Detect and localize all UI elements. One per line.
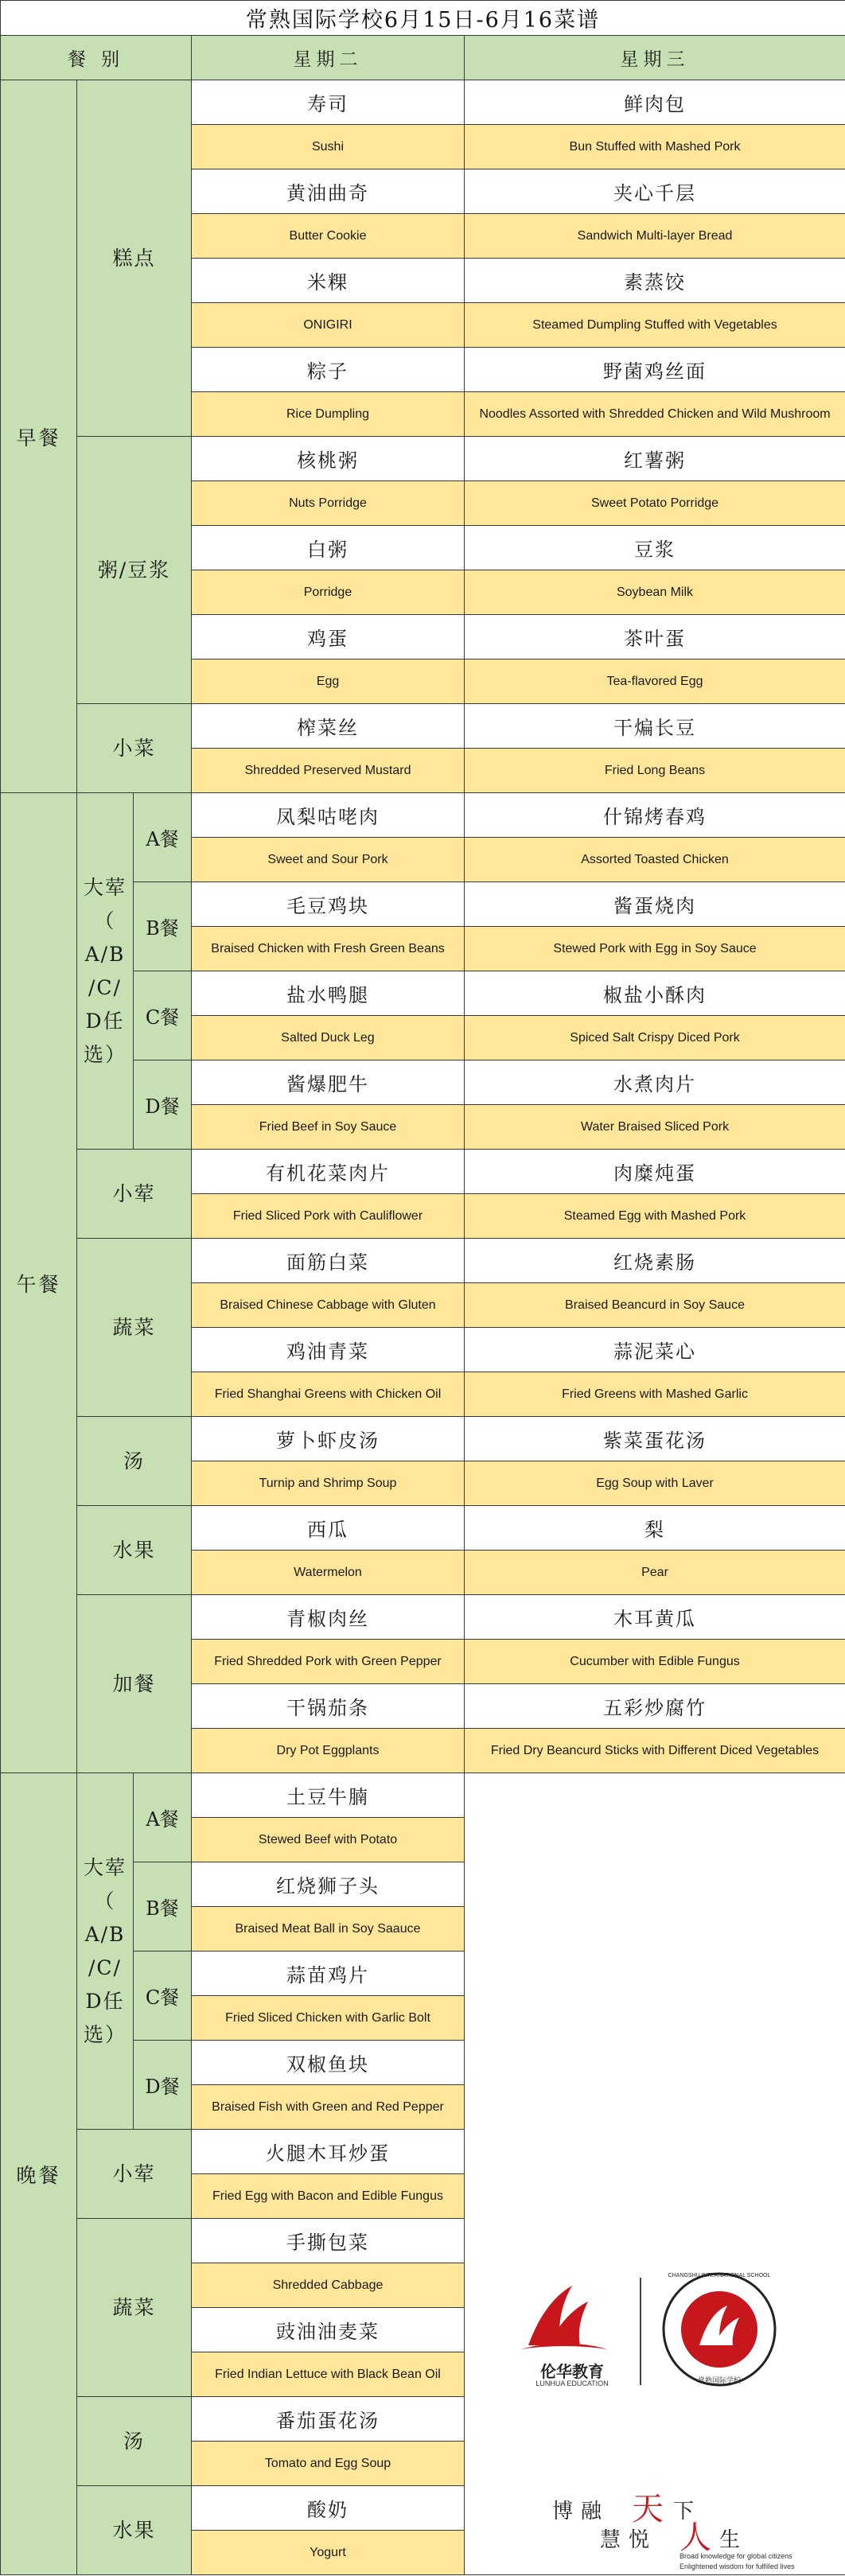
school-seal-icon	[660, 2270, 779, 2389]
lunch-tuesday-dish: 有机花菜肉片	[192, 1150, 465, 1194]
slogan-en-1: Broad knowledge for global citizens	[680, 2551, 792, 2560]
lunch-tuesday-dish-en: Fried Shanghai Greens with Chicken Oil	[192, 1372, 465, 1417]
slogan-char-3: 生	[719, 2527, 741, 2552]
lunch-wednesday-dish: 什锦烤春鸡	[465, 793, 845, 838]
breakfast-porridge-label: 粥/豆浆	[77, 437, 192, 704]
lunch-fruit-label: 水果	[77, 1506, 192, 1595]
dinner-tuesday-dish: 手撕包菜	[192, 2219, 465, 2263]
breakfast-wednesday-dish-en: Soybean Milk	[465, 570, 845, 615]
lunch-tuesday-dish: 凤梨咕咾肉	[192, 793, 465, 838]
lunch-wednesday-dish-en: Fried Dry Beancurd Sticks with Different Diced Vegetables	[465, 1729, 845, 1773]
lunch-tuesday-dish: 萝卜虾皮汤	[192, 1417, 465, 1461]
header-wednesday: 星期三	[465, 36, 845, 80]
header-category: 餐 别	[1, 36, 192, 80]
dinner-tuesday-dish: 番茄蛋花汤	[192, 2397, 465, 2442]
dinner-label: 晚餐	[1, 1773, 77, 2575]
main-course-label-line: D任	[85, 1009, 125, 1033]
lunch-wednesday-dish: 木耳黄瓜	[465, 1595, 845, 1640]
dinner-tuesday-dish: 双椒鱼块	[192, 2041, 465, 2085]
lunch-tuesday-dish-en: Turnip and Shrimp Soup	[192, 1461, 465, 1506]
lunch-tuesday-dish-en: Fried Shredded Pork with Green Pepper	[192, 1640, 465, 1684]
lunch-wednesday-dish-en: Assorted Toasted Chicken	[465, 838, 845, 882]
breakfast-wednesday-dish-en: Sweet Potato Porridge	[465, 481, 845, 526]
main-course-label-line: 大荤	[83, 1855, 127, 1879]
slogan-en-2: Enlightened wisdom for fulfilled lives	[680, 2562, 795, 2570]
breakfast-tuesday-dish: 米粿	[192, 259, 465, 303]
dinner-tuesday-dish: 火腿木耳炒蛋	[192, 2130, 465, 2174]
dinner-tuesday-dish-en: Fried Indian Lettuce with Black Bean Oil	[192, 2352, 465, 2397]
slogan-red-char-2: 人	[680, 2519, 711, 2556]
dinner-set-a-label: A餐	[134, 1773, 192, 1862]
breakfast-tuesday-dish: 黄油曲奇	[192, 169, 465, 214]
lunch-set-d-label: D餐	[134, 1060, 192, 1150]
page-title: 常熟国际学校6月15日-6月16菜谱	[1, 1, 845, 36]
dinner-soup-label: 汤	[77, 2397, 192, 2486]
branding-cell	[465, 1773, 845, 2575]
lunch-tuesday-dish: 盐水鸭腿	[192, 971, 465, 1016]
lunch-tuesday-dish-en: Braised Chinese Cabbage with Gluten	[192, 1283, 465, 1328]
dinner-tuesday-dish: 酸奶	[192, 2486, 465, 2531]
lunch-soup-label: 汤	[77, 1417, 192, 1506]
breakfast-wednesday-dish: 干煸长豆	[465, 704, 845, 749]
breakfast-wednesday-dish-en: Noodles Assorted with Shredded Chicken and Wild Mushroom	[465, 392, 845, 437]
school-logos	[512, 2270, 799, 2389]
breakfast-pickles-label: 小菜	[77, 704, 192, 793]
lunch-set-a-label: A餐	[134, 793, 192, 882]
main-course-label-line: 选）	[83, 1042, 127, 1066]
lunch-small-meat-label: 小荤	[77, 1150, 192, 1239]
breakfast-wednesday-dish-en: Fried Long Beans	[465, 749, 845, 793]
breakfast-tuesday-dish: 鸡蛋	[192, 615, 465, 660]
lunch-tuesday-dish-en: Watermelon	[192, 1551, 465, 1595]
lunch-tuesday-dish: 青椒肉丝	[192, 1595, 465, 1640]
dinner-tuesday-dish-en: Stewed Beef with Potato	[192, 1818, 465, 1862]
breakfast-wednesday-dish-en: Tea-flavored Egg	[465, 660, 845, 704]
lunch-vegetable-label: 蔬菜	[77, 1239, 192, 1417]
logo-divider	[640, 2278, 641, 2385]
lunhua-name: 伦华教育	[540, 2361, 604, 2381]
lunch-set-c-label: C餐	[134, 971, 192, 1060]
breakfast-tuesday-dish-en: Shredded Preserved Mustard	[192, 749, 465, 793]
breakfast-tuesday-dish-en: ONIGIRI	[192, 303, 465, 348]
breakfast-wednesday-dish: 夹心千层	[465, 169, 845, 214]
dinner-tuesday-dish: 蒜苗鸡片	[192, 1951, 465, 1996]
breakfast-tuesday-dish: 寿司	[192, 80, 465, 125]
main-course-label-line: /C/	[88, 975, 122, 999]
main-course-label-line: A/B	[84, 942, 126, 966]
dinner-set-d-label: D餐	[134, 2041, 192, 2130]
breakfast-wednesday-dish-en: Steamed Dumpling Stuffed with Vegetables	[465, 303, 845, 348]
breakfast-tuesday-dish-en: Sushi	[192, 125, 465, 169]
breakfast-wednesday-dish: 野菌鸡丝面	[465, 348, 845, 392]
breakfast-tuesday-dish: 榨菜丝	[192, 704, 465, 749]
lunch-wednesday-dish: 紫菜蛋花汤	[465, 1417, 845, 1461]
lunch-tuesday-dish: 西瓜	[192, 1506, 465, 1551]
lunch-wednesday-dish: 肉糜炖蛋	[465, 1150, 845, 1194]
seal-text: CHANGSHU INTERNATIONAL SCHOOL	[668, 2272, 771, 2278]
lunch-set-b-label: B餐	[134, 882, 192, 971]
lunch-tuesday-dish: 酱爆肥牛	[192, 1060, 465, 1105]
dinner-small-meat-label: 小荤	[77, 2130, 192, 2219]
lunhua-logo-icon	[512, 2270, 616, 2373]
dinner-tuesday-dish: 土豆牛腩	[192, 1773, 465, 1818]
main-course-label-line: 大荤	[83, 875, 127, 899]
dinner-main-course-label	[77, 1773, 134, 2130]
lunch-wednesday-dish: 五彩炒腐竹	[465, 1684, 845, 1729]
header-tuesday: 星期二	[192, 36, 465, 80]
breakfast-wednesday-dish-en: Sandwich Multi-layer Bread	[465, 214, 845, 259]
lunch-tuesday-dish-en: Sweet and Sour Pork	[192, 838, 465, 882]
dinner-fruit-label: 水果	[77, 2486, 192, 2575]
lunch-wednesday-dish-en: Cucumber with Edible Fungus	[465, 1640, 845, 1684]
lunch-label: 午餐	[1, 793, 77, 1773]
slogan-red-char-1: 天	[632, 2490, 664, 2527]
seal-cn: 常熟国际学校	[697, 2376, 741, 2385]
breakfast-tuesday-dish-en: Egg	[192, 660, 465, 704]
lunch-tuesday-dish: 鸡油青菜	[192, 1328, 465, 1372]
main-course-label-line: D任	[85, 1989, 125, 2013]
lunch-wednesday-dish: 酱蛋烧肉	[465, 882, 845, 927]
lunch-wednesday-dish-en: Steamed Egg with Mashed Pork	[465, 1194, 845, 1239]
main-course-label-line: （	[94, 909, 116, 932]
lunch-wednesday-dish: 红烧素肠	[465, 1239, 845, 1283]
main-course-label-line: （	[94, 1889, 116, 1913]
dinner-vegetable-label: 蔬菜	[77, 2219, 192, 2397]
breakfast-tuesday-dish: 核桃粥	[192, 437, 465, 481]
breakfast-tuesday-dish-en: Porridge	[192, 570, 465, 615]
breakfast-wednesday-dish-en: Bun Stuffed with Mashed Pork	[465, 125, 845, 169]
lunch-tuesday-dish-en: Fried Beef in Soy Sauce	[192, 1105, 465, 1150]
lunch-tuesday-dish-en: Fried Sliced Pork with Cauliflower	[192, 1194, 465, 1239]
breakfast-label: 早餐	[1, 80, 77, 793]
dinner-tuesday-dish-en: Fried Sliced Chicken with Garlic Bolt	[192, 1996, 465, 2041]
lunch-wednesday-dish: 梨	[465, 1506, 845, 1551]
lunch-tuesday-dish: 面筋白菜	[192, 1239, 465, 1283]
lunch-tuesday-dish: 干锅茄条	[192, 1684, 465, 1729]
lunch-tuesday-dish-en: Braised Chicken with Fresh Green Beans	[192, 927, 465, 971]
breakfast-tuesday-dish: 粽子	[192, 348, 465, 392]
lunch-wednesday-dish-en: Spiced Salt Crispy Diced Pork	[465, 1016, 845, 1060]
lunch-wednesday-dish: 水煮肉片	[465, 1060, 845, 1105]
dinner-tuesday-dish: 红烧狮子头	[192, 1862, 465, 1907]
lunch-tuesday-dish-en: Salted Duck Leg	[192, 1016, 465, 1060]
lunch-wednesday-dish-en: Braised Beancurd in Soy Sauce	[465, 1283, 845, 1328]
slogan-left: 博融	[552, 2499, 610, 2523]
dinner-tuesday-dish: 豉油油麦菜	[192, 2308, 465, 2352]
dinner-tuesday-dish-en: Shredded Cabbage	[192, 2263, 465, 2308]
lunch-wednesday-dish-en: Water Braised Sliced Pork	[465, 1105, 845, 1150]
breakfast-pastry-label: 糕点	[77, 80, 192, 437]
dinner-tuesday-dish-en: Tomato and Egg Soup	[192, 2442, 465, 2486]
breakfast-wednesday-dish: 鲜肉包	[465, 80, 845, 125]
breakfast-wednesday-dish: 豆浆	[465, 526, 845, 570]
lunch-tuesday-dish: 毛豆鸡块	[192, 882, 465, 927]
lunch-main-course-label	[77, 793, 134, 1150]
school-slogan	[552, 2488, 815, 2575]
main-course-label-line: A/B	[84, 1922, 126, 1946]
breakfast-tuesday-dish-en: Rice Dumpling	[192, 392, 465, 437]
lunch-wednesday-dish-en: Fried Greens with Mashed Garlic	[465, 1372, 845, 1417]
dinner-tuesday-dish-en: Yogurt	[192, 2531, 465, 2575]
breakfast-tuesday-dish: 白粥	[192, 526, 465, 570]
dinner-tuesday-dish-en: Fried Egg with Bacon and Edible Fungus	[192, 2174, 465, 2219]
lunch-extra-label: 加餐	[77, 1595, 192, 1773]
dinner-tuesday-dish-en: Braised Meat Ball in Soy Saauce	[192, 1907, 465, 1951]
lunch-tuesday-dish-en: Dry Pot Eggplants	[192, 1729, 465, 1773]
breakfast-wednesday-dish: 素蒸饺	[465, 259, 845, 303]
main-course-label-line: 选）	[83, 2022, 127, 2046]
lunhua-name-en: LUNHUA EDUCATION	[535, 2379, 609, 2387]
lunch-wednesday-dish: 蒜泥菜心	[465, 1328, 845, 1372]
lunch-wednesday-dish-en: Pear	[465, 1551, 845, 1595]
slogan-bottom: 慧悦	[600, 2527, 658, 2552]
lunch-wednesday-dish-en: Egg Soup with Laver	[465, 1461, 845, 1506]
dinner-tuesday-dish-en: Braised Fish with Green and Red Pepper	[192, 2085, 465, 2130]
breakfast-wednesday-dish: 茶叶蛋	[465, 615, 845, 660]
dinner-set-c-label: C餐	[134, 1951, 192, 2041]
slogan-char-2: 下	[673, 2499, 695, 2523]
main-course-label-line: /C/	[88, 1955, 122, 1979]
dinner-set-b-label: B餐	[134, 1862, 192, 1951]
breakfast-wednesday-dish: 红薯粥	[465, 437, 845, 481]
breakfast-tuesday-dish-en: Butter Cookie	[192, 214, 465, 259]
breakfast-tuesday-dish-en: Nuts Porridge	[192, 481, 465, 526]
lunch-wednesday-dish-en: Stewed Pork with Egg in Soy Sauce	[465, 927, 845, 971]
lunch-wednesday-dish: 椒盐小酥肉	[465, 971, 845, 1016]
